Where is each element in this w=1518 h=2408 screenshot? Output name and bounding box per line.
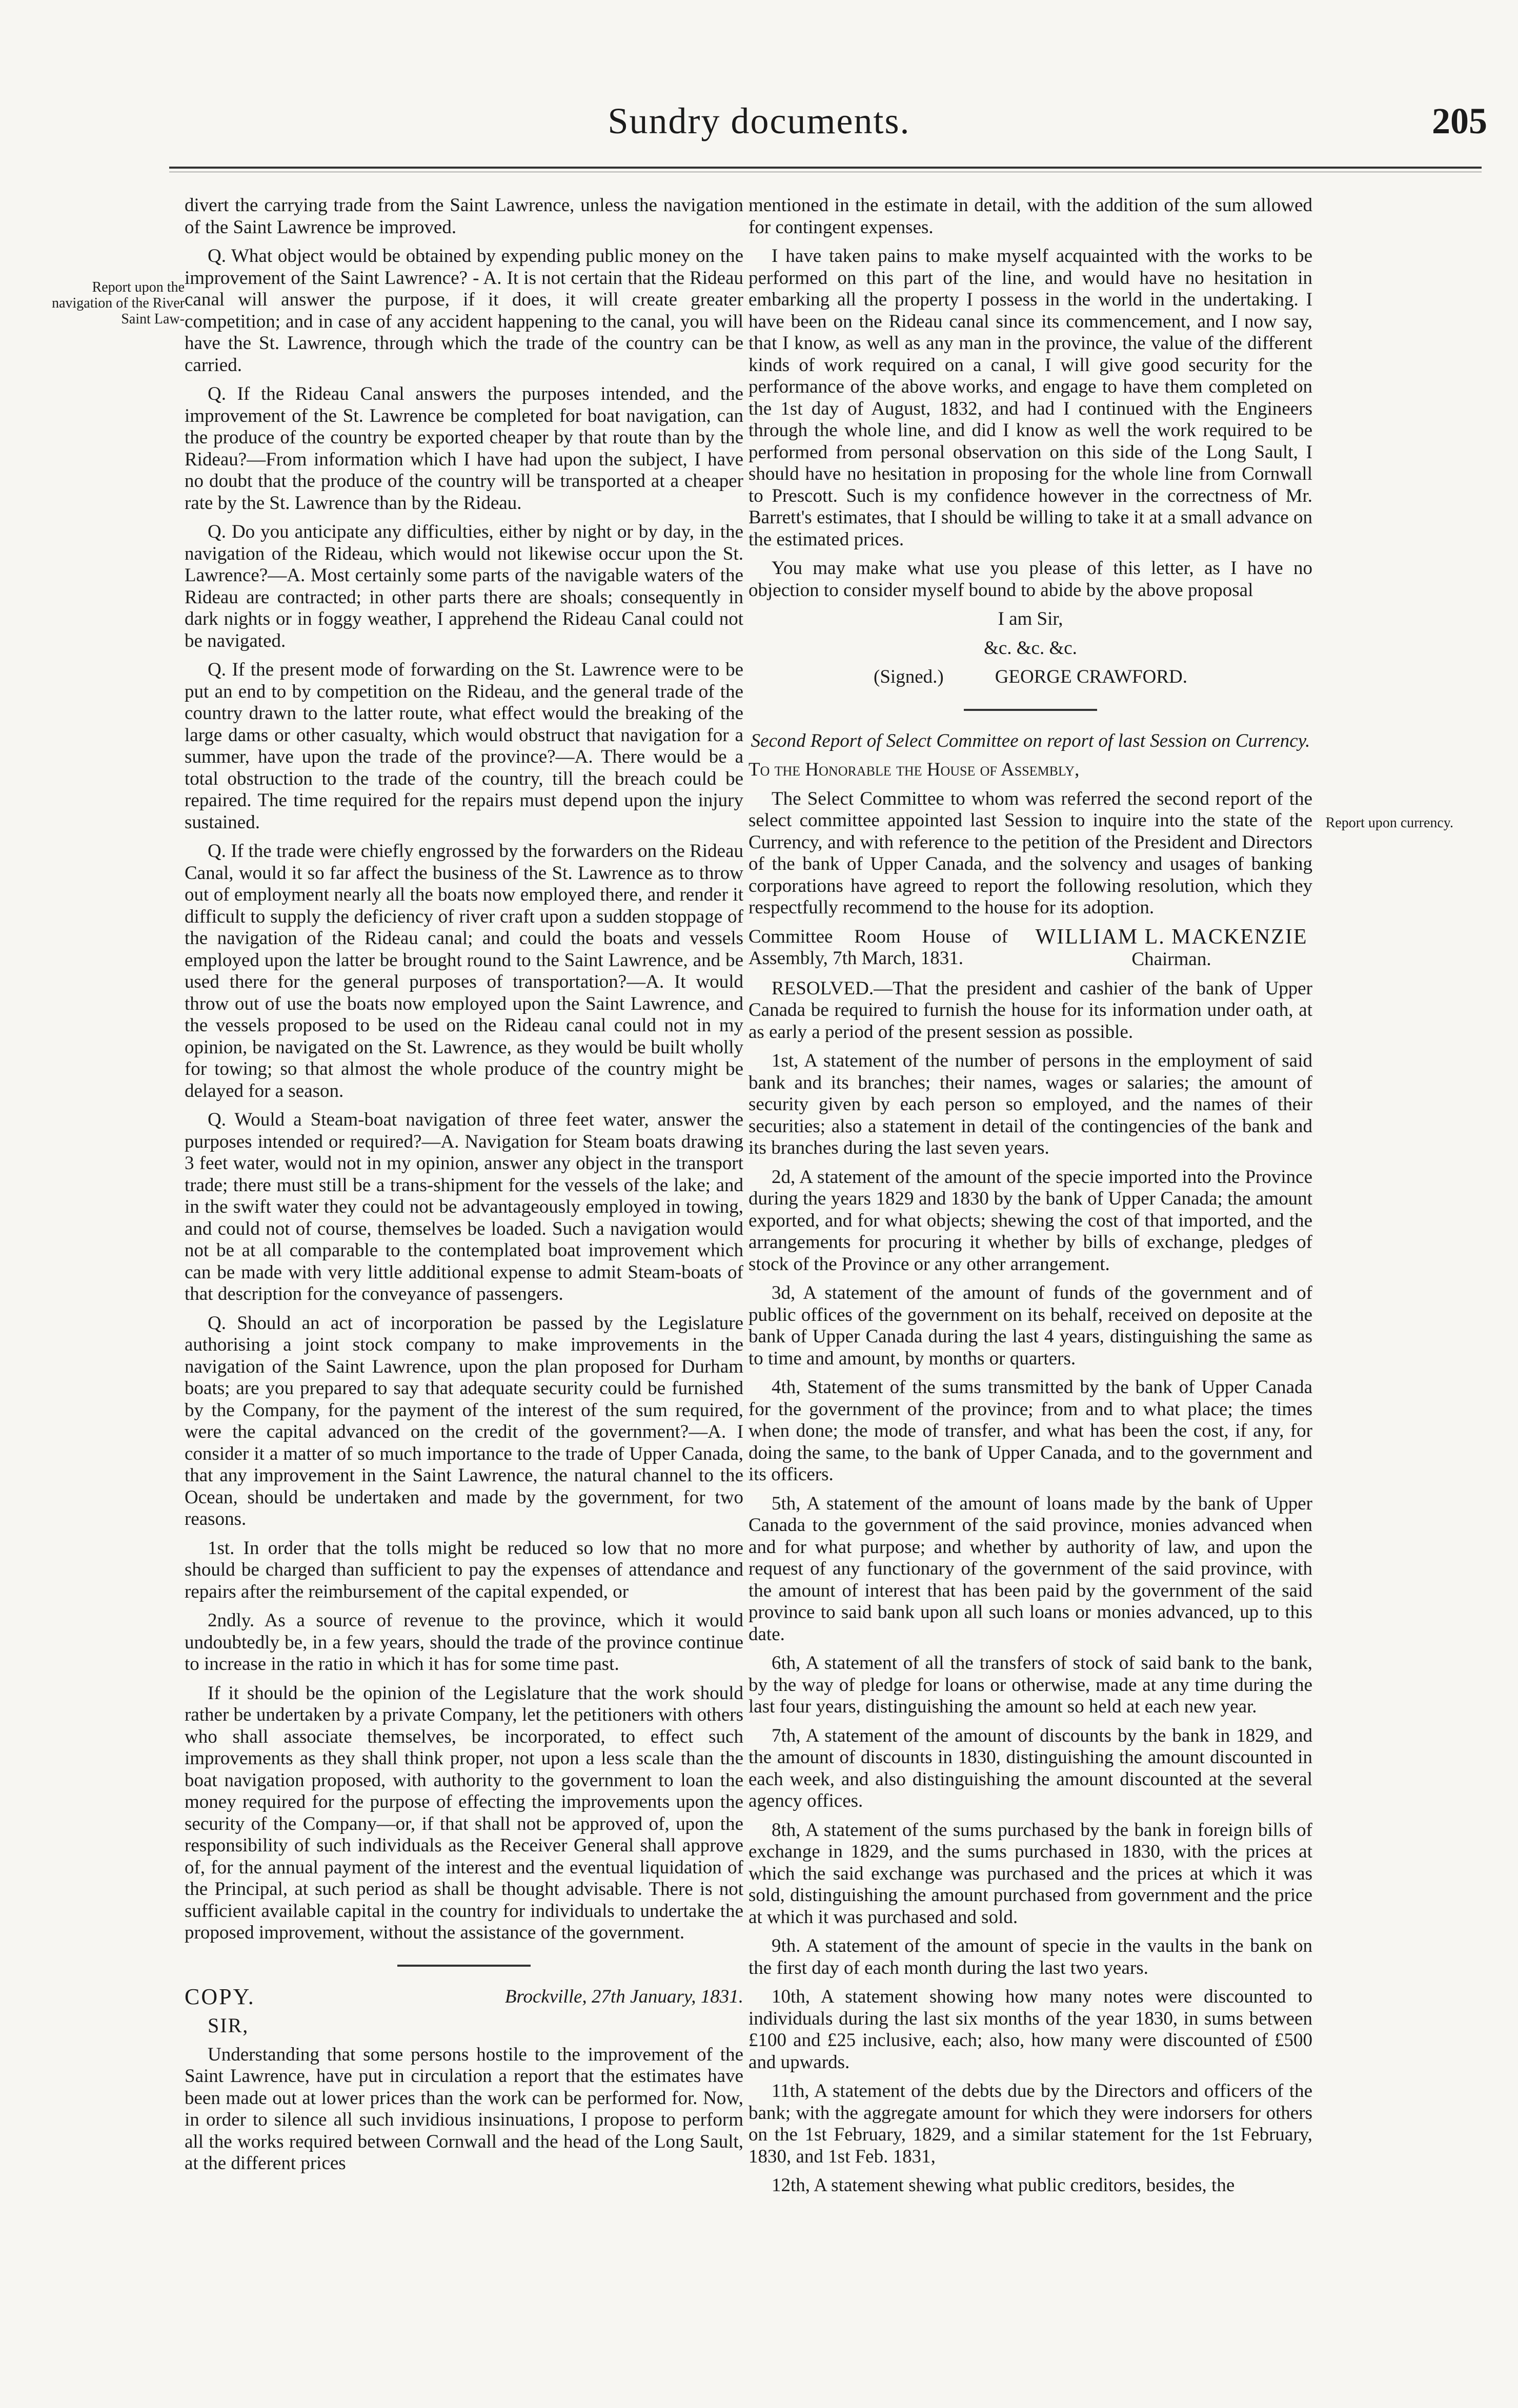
signature-line <box>748 666 1312 688</box>
resolution-item: 7th, A statement of the amount of discounts by the bank in 1829, and the amount of discounts in 1830, distinguishing the amount discounted in each week, and also distinguishing the amount discounted at the several agency offices. <box>748 1725 1312 1811</box>
resolution-item: 2d, A statement of the amount of the specie imported into the Province during the years 1829 and 1830 by the bank of Upper Canada; the amount exported, and for what objects; shewing the cost of that imported, and the arrangements for procuring it whether by bills of exchange, pledges of stock of the Province or any other arrangement. <box>748 1166 1312 1275</box>
right-column <box>748 195 1312 2204</box>
resolution-item: 6th, A statement of all the transfers of stock of said bank to the bank, by the way of pledge for loans or otherwise, made at any time during the last four years, distinguishing the amount so held at each new year. <box>748 1652 1312 1717</box>
header-rule <box>169 167 1482 172</box>
paragraph: Q. Do you anticipate any difficulties, either by night or by day, in the navigation of the Rideau, which would not likewise occur upon the St. Lawrence?—A. Most certainly some parts of the navigable waters of the Rideau are contracted; in other parts there are shoals; consequently in dark nights or in foggy weather, I apprehend the Rideau Canal could not be navigated. <box>185 521 743 651</box>
signed-label: (Signed.) <box>874 666 944 687</box>
resolution-item: 1st, A statement of the number of persons in the employment of said bank and its branches; their names, wages or salaries; the amount of security given by each person so employed, and the names of their securities; also a statement in detail of the contingencies of the bank and its branches during the last seven years. <box>748 1050 1312 1158</box>
resolution-item: 3d, A statement of the amount of funds of the government and of public offices of the government on its behalf, received on deposite at the bank of Upper Canada during the last 4 years, distinguishing the same as to time and amount, by months or quarters. <box>748 1282 1312 1369</box>
paragraph: Q. If the Rideau Canal answers the purposes intended, and the improvement of the St. Lawrence be completed for boat navigation, can the produce of the country be exported cheaper by that route than by the Rideau?—From information which I have had upon the subject, I have no doubt that the produce of the country will be transported at a cheaper rate by the St. Lawrence than by the Rideau. <box>185 383 743 514</box>
copy-place-date: Brockville, 27th January, 1831. <box>504 1986 743 2007</box>
paragraph: Q. Should an act of incorporation be passed by the Legislature authorising a joint stock company to make improvements in the navigation of the Saint Lawrence, upon the plan proposed for Durham boats; are you prepared to say that adequate security could be furnished by the Company, for the payment of the interest of the sum required, were the capital advanced on the credit of the government?—A. I consider it a matter of so much importance to the trade of Upper Canada, that any improvement in the Saint Lawrence, the natural channel to the Ocean, should be undertaken and made by the government, for two reasons. <box>185 1312 743 1529</box>
paragraph: 2ndly. As a source of revenue to the province, which it would undoubtedly be, in a few years, should the trade of the province continue to increase in the ratio in which it has for some time past. <box>185 1610 743 1675</box>
resolution-item: 12th, A statement shewing what public creditors, besides, the <box>772 2175 1235 2196</box>
paragraph: mentioned in the estimate in detail, with the addition of the sum allowed for contingent expenses. <box>748 195 1312 238</box>
letter-etc: &c. &c. &c. <box>984 637 1077 659</box>
copy-line <box>185 1986 743 2008</box>
section-divider <box>397 1965 531 1967</box>
paragraph: I have taken pains to make myself acquainted with the works to be performed on this part of the line, and would have no hesitation in embarking all the property I possess in the world in the undertaking. I have been on the Rideau canal since its commencement, and I now say, that I know, as well as any man in the province, the value of the different kinds of work required on a canal, I will give good security for the performance of the above works, and engage to have them completed on the 1st day of August, 1832, and had I continued with the Engineers through the whole line, and did I know as well the work required to be performed from personal observation on this side of the Long Sault, I should have no hesitation in proposing for the whole line from Cornwall to Prescott. Such is my confidence however in the correctness of Mr. Barrett's estimates, that I should be willing to take it at a small advance on the estimated prices. <box>748 246 1312 550</box>
left-column <box>185 195 743 2182</box>
paragraph: Q. If the present mode of forwarding on the St. Lawrence were to be put an end to by competition on the Rideau, and the general trade of the country drawn to the latter route, what effect would the breaking of the large dams or other casualty, which would obstruct that navigation for a summer, have upon the trade of the province?—A. There would be a total obstruction to the trade of the country, till the breach could be repaired. The time required for the repairs must depend upon the injury sustained. <box>185 659 743 833</box>
paragraph: Q. If the trade were chiefly engrossed by the forwarders on the Rideau Canal, would it so far affect the business of the St. Lawrence as to throw out of employment nearly all the boats now employed there, and render it difficult to supply the deficiency of river craft upon a sudden stoppage of the navigation of the Rideau canal; and could the boats and vessels employed upon the latter be brought round to the Saint Lawrence, and be used there for the general purposes of transportation?—A. It would throw out of use the boats now employed upon the Saint Lawrence, and the vessels proposed to be used on the Rideau canal could not in my opinion, be navigated on the St. Lawrence, as they would be built wholly for towing; so that almost the whole produce of the country might be delayed for a season. <box>185 841 743 1101</box>
committee-signature <box>748 926 1312 971</box>
chairman-name: WILLIAM L. MACKENZIE <box>1035 925 1308 949</box>
paragraph: Q. Would a Steam-boat navigation of three feet water, answer the purposes intended or required?—A. Navigation for Steam boats drawing 3 feet water, would not in my opinion, answer any object in the transport trade; there must still be a trans-shipment for the vessels of the lake; and in the swift water they could not be advantageously employed in towing, and could not of course, themselves be loaded. Such a navigation would not be at all comparable to the contemplated boat improvement which can be made with very little additional expense to admit Steam-boats of that description for the conveyance of passengers. <box>185 1109 743 1304</box>
committee-room: Committee Room House of Assembly, 7th March, 1831. <box>748 926 1008 969</box>
resolution-item: 8th, A statement of the sums purchased by the bank in foreign bills of exchange in 1829, and the sums purchased in 1830, with the prices at which the said exchange was purchased and the prices at which it was sold, distinguishing the amount purchased from government and the price at which it was purchased and sold. <box>748 1819 1312 1928</box>
page-header <box>0 0 1518 174</box>
chairman-title: Chairman. <box>1131 949 1211 970</box>
salutation: SIR, <box>208 2014 249 2037</box>
paragraph: divert the carrying trade from the Saint Lawrence, unless the navigation of the Saint Lawrence be improved. <box>185 195 743 238</box>
resolution: RESOLVED.—That the president and cashier of the bank of Upper Canada be required to furnish the house for its information under oath, at as early a period of the present session as possible. <box>748 977 1312 1043</box>
resolution-item: 10th, A statement showing how many notes were discounted to individuals during the last six months of the year 1830, in sums between £100 and £25 inclusive, each; also, how many were discounted of £500 and upwards. <box>748 1986 1312 2073</box>
margin-note-currency: Report upon currency. <box>1325 815 1453 831</box>
letter-paragraph: Understanding that some persons hostile to the improvement of the Saint Lawrence, have put in circulation a report that the estimates have been made out at lower prices than the work can be performed for. Now, in order to silence all such invidious insinuations, I propose to perform all the works required between Cornwall and the head of the Long Sault, at the different prices <box>185 2044 743 2174</box>
section-divider <box>964 709 1097 711</box>
resolution-item: 9th. A statement of the amount of specie in the vaults in the bank on the first day of each month during the last two years. <box>748 1935 1312 1978</box>
signer-name: GEORGE CRAWFORD. <box>995 666 1187 687</box>
running-title: Sundry documents. <box>608 100 910 141</box>
paragraph: If it should be the opinion of the Legislature that the work should rather be undertaken by a private Company, let the petitioners with others who shall associate themselves, be incorporated, to effect such improvements as they shall think proper, not upon a less scale than the boat navigation proposed, with authority to the government to loan the money required for the purpose of effecting the improvements upon the security of the Company—or, if that shall not be approved of, upon the responsibility of such individuals as the Receiver General shall approve of, for the annual payment of the interest and the eventual liquidation of the Principal, at such period as shall be thought advisable. There is not sufficient available capital in the country for individuals to undertake the proposed improvement, without the assistance of the government. <box>185 1682 743 1943</box>
report-title: Second Report of Select Committee on report of last Session on Currency. <box>751 730 1310 751</box>
margin-note-navigation: Report upon the navigation of the River Saint Law- <box>52 279 185 327</box>
paragraph: You may make what use you please of this letter, as I have no objection to consider myself bound to abide by the above proposal <box>748 558 1312 601</box>
paragraph: Q. What object would be obtained by expending public money on the improvement of the Saint Lawrence? - A. It is not certain that the Rideau canal will answer the purpose, if it does, it will create greater competition; and in case of any accident happening to the canal, you will have the St. Lawrence, through which the trade of the country can be carried. <box>185 246 743 376</box>
resolution-item: 11th, A statement of the debts due by the Directors and officers of the bank; with the aggregate amount for which they were indorsers for others on the 1st February, 1829, and a similar statement for the 1st February, 1830, and 1st Feb. 1831, <box>748 2080 1312 2167</box>
report-address: To the Honorable the House of Assembly, <box>748 759 1080 780</box>
letter-closing: I am Sir, <box>998 608 1063 629</box>
page-number: 205 <box>1432 100 1487 141</box>
resolution-item: 4th, Statement of the sums transmitted by the bank of Upper Canada for the government of the province; from and to what place; the times when done; the mode of transfer, and what has been the cost, if any, for doing the same, to the bank of Upper Canada, and to the government and its officers. <box>748 1377 1312 1485</box>
resolution-item: 5th, A statement of the amount of loans made by the bank of Upper Canada to the government of the said province, monies advanced when and for what purpose; and whether by authority of law, and upon the request of any functionary of the government of the said province, with the amount of interest that has been paid by the government of the said province to said bank upon all such loans or monies advanced, up to this date. <box>748 1493 1312 1645</box>
paragraph: 1st. In order that the tolls might be reduced so low that no more should be charged than sufficient to pay the expenses of attendance and repairs after the reimbursement of the capital expended, or <box>185 1537 743 1602</box>
copy-label: COPY. <box>185 1984 255 2009</box>
report-intro: The Select Committee to whom was referred the second report of the select committee appointed last Session to inquire into the state of the Currency, and with reference to the petition of the President and Directors of the bank of Upper Canada, and the solvency and usages of banking corporations have agreed to report the following resolution, which they respectfully recommend to the house for its adoption. <box>748 788 1312 918</box>
